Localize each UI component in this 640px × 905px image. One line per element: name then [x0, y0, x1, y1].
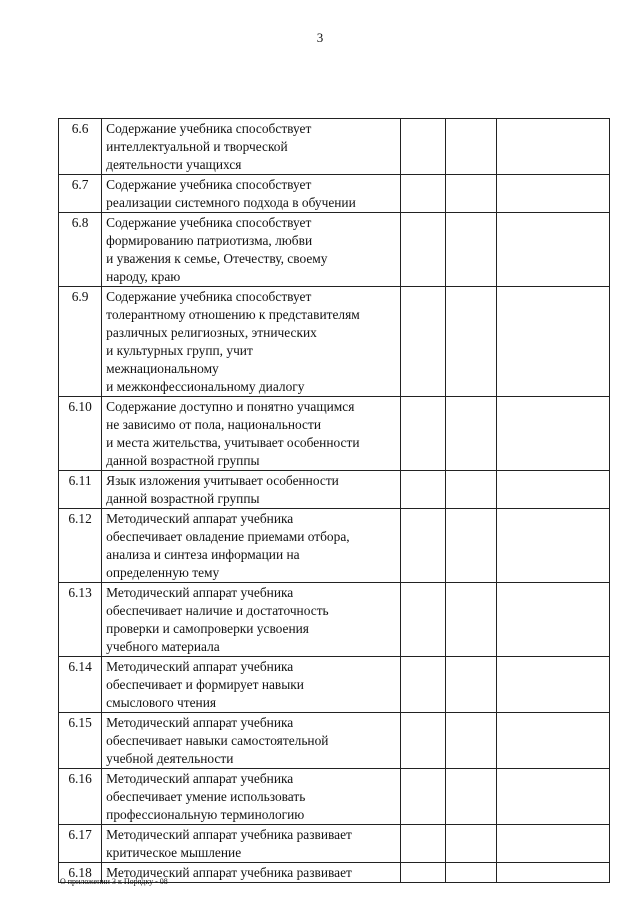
comment-cell	[496, 119, 609, 175]
rating-cell	[446, 471, 496, 509]
comment-cell	[496, 397, 609, 471]
row-criterion: Содержание доступно и понятно учащимся не зависимо от пола, национальности и места жительства, учитывает особенности данной возрастной группы	[102, 397, 401, 471]
rating-cell	[446, 175, 496, 213]
row-number: 6.8	[59, 213, 102, 287]
table-row	[59, 471, 610, 509]
table-row	[59, 825, 610, 863]
row-number: 6.16	[59, 769, 102, 825]
rating-cell	[446, 287, 496, 397]
rating-cell	[446, 213, 496, 287]
row-criterion: Методический аппарат учебника развивает критическое мышление	[102, 825, 401, 863]
rating-cell	[446, 119, 496, 175]
rating-cell	[446, 397, 496, 471]
rating-cell	[446, 825, 496, 863]
table-row	[59, 583, 610, 657]
table-row	[59, 175, 610, 213]
row-criterion: Содержание учебника способствует интеллектуальной и творческой деятельности учащихся	[102, 119, 401, 175]
rating-cell	[446, 509, 496, 583]
row-criterion: Методический аппарат учебника развивает	[102, 863, 401, 883]
row-number: 6.13	[59, 583, 102, 657]
page-footer: О приложении 3 к Порядку - 08	[60, 877, 168, 886]
table-row	[59, 657, 610, 713]
comment-cell	[496, 287, 609, 397]
rating-cell	[401, 713, 446, 769]
comment-cell	[496, 175, 609, 213]
row-criterion: Методический аппарат учебника обеспечивает умение использовать профессиональную терминологию	[102, 769, 401, 825]
table-row	[59, 397, 610, 471]
row-number: 6.6	[59, 119, 102, 175]
rating-cell	[401, 175, 446, 213]
row-criterion: Методический аппарат учебника обеспечивает наличие и достаточность проверки и самопроверки усвоения учебного материала	[102, 583, 401, 657]
rating-cell	[446, 713, 496, 769]
rating-cell	[401, 509, 446, 583]
table-row	[59, 119, 610, 175]
table-row	[59, 287, 610, 397]
rating-cell	[401, 213, 446, 287]
row-criterion: Содержание учебника способствует формированию патриотизма, любви и уважения к семье, Отечеству, своему народу, краю	[102, 213, 401, 287]
row-criterion: Содержание учебника способствует реализации системного подхода в обучении	[102, 175, 401, 213]
comment-cell	[496, 657, 609, 713]
comment-cell	[496, 825, 609, 863]
row-number: 6.15	[59, 713, 102, 769]
comment-cell	[496, 713, 609, 769]
row-number: 6.7	[59, 175, 102, 213]
table-row	[59, 769, 610, 825]
comment-cell	[496, 863, 609, 883]
row-number: 6.14	[59, 657, 102, 713]
row-criterion: Методический аппарат учебника обеспечивает и формирует навыки смыслового чтения	[102, 657, 401, 713]
table-row	[59, 213, 610, 287]
rating-cell	[446, 863, 496, 883]
comment-cell	[496, 583, 609, 657]
comment-cell	[496, 471, 609, 509]
rating-cell	[446, 769, 496, 825]
rating-cell	[401, 583, 446, 657]
comment-cell	[496, 769, 609, 825]
row-criterion: Методический аппарат учебника обеспечивает навыки самостоятельной учебной деятельности	[102, 713, 401, 769]
rating-cell	[401, 119, 446, 175]
row-criterion: Язык изложения учитывает особенности данной возрастной группы	[102, 471, 401, 509]
rating-cell	[401, 657, 446, 713]
rating-cell	[401, 287, 446, 397]
rating-cell	[401, 825, 446, 863]
row-number: 6.12	[59, 509, 102, 583]
row-number: 6.17	[59, 825, 102, 863]
rating-cell	[446, 657, 496, 713]
row-criterion: Содержание учебника способствует толерантному отношению к представителям различных религиозных, этнических и культурных групп, учит межнациональному и межконфессиональному диалогу	[102, 287, 401, 397]
row-number: 6.11	[59, 471, 102, 509]
table-row	[59, 713, 610, 769]
row-criterion: Методический аппарат учебника обеспечивает овладение приемами отбора, анализа и синтеза информации на определенную тему	[102, 509, 401, 583]
row-number: 6.10	[59, 397, 102, 471]
rating-cell	[446, 583, 496, 657]
comment-cell	[496, 509, 609, 583]
rating-cell	[401, 863, 446, 883]
row-number: 6.9	[59, 287, 102, 397]
comment-cell	[496, 213, 609, 287]
row-number: 6.18	[59, 863, 102, 883]
page-number: 3	[316, 30, 324, 45]
table-row	[59, 509, 610, 583]
rating-cell	[401, 769, 446, 825]
rating-cell	[401, 397, 446, 471]
rating-cell	[401, 471, 446, 509]
criteria-table	[58, 118, 610, 883]
